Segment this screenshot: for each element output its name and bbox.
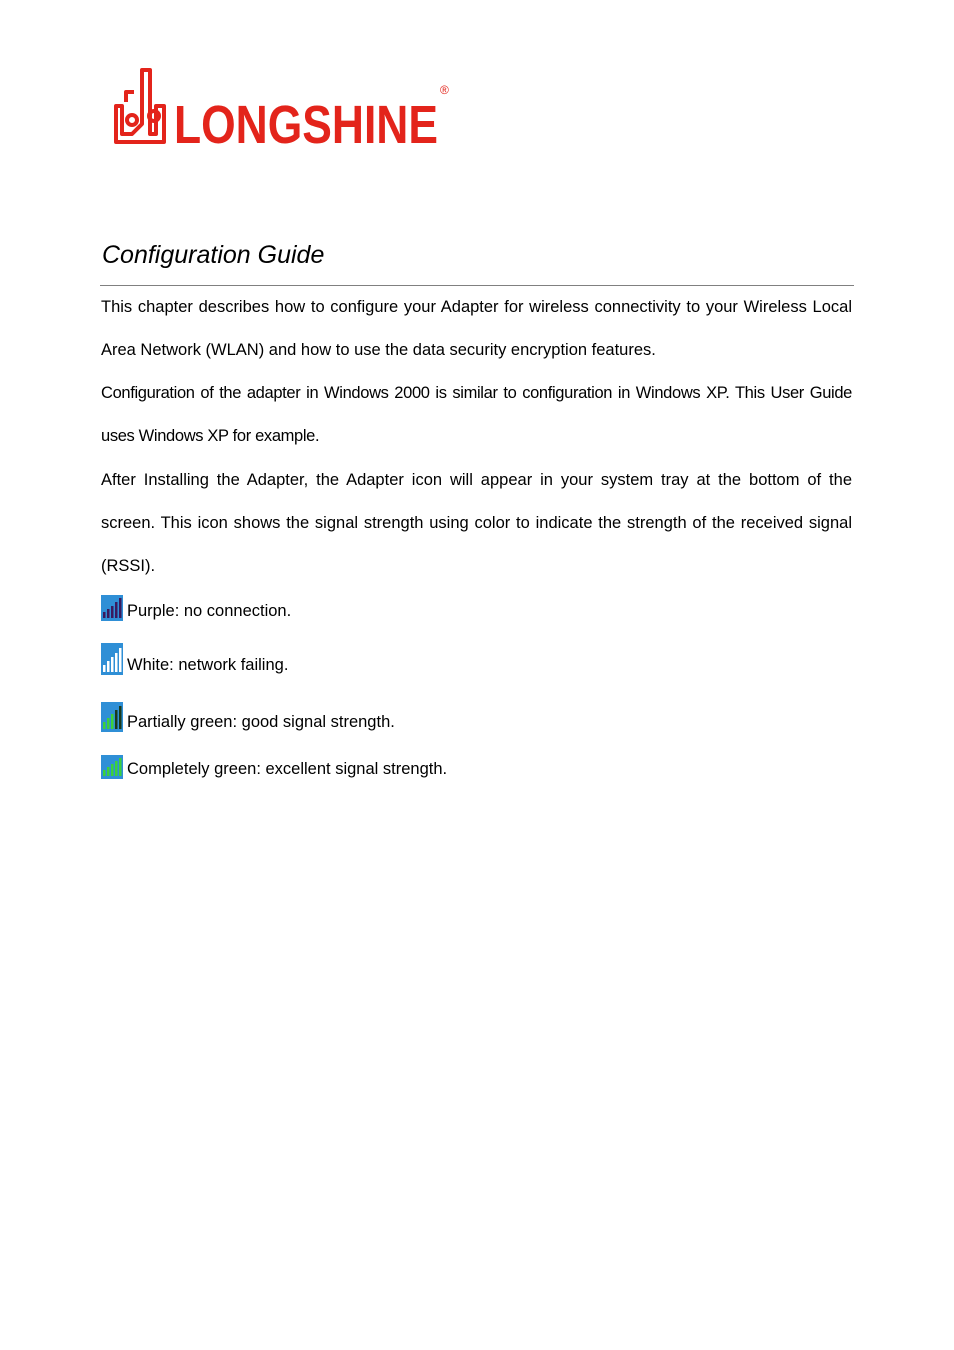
page-title: Configuration Guide xyxy=(102,241,325,269)
signal-partial-green-icon xyxy=(101,702,123,732)
legend-label: Partially green: good signal strength. xyxy=(127,713,395,731)
legend-item-partial-green xyxy=(101,702,395,732)
legend-item-full-green xyxy=(101,755,447,779)
legend-label: Completely green: excellent signal strength. xyxy=(127,760,448,778)
legend-item-purple xyxy=(101,595,291,621)
tray-icon-paragraph: After Installing the Adapter, the Adapter icon will appear in your system tray at the bottom of the screen. This icon shows the signal strength using color to indicate the strength of the received signal (RSSI). xyxy=(101,471,852,575)
longshine-logo xyxy=(112,66,457,155)
logo-wordmark: LONGSHINE xyxy=(174,95,438,155)
legend-label: White: network failing. xyxy=(127,656,289,674)
legend-label: Purple: no connection. xyxy=(127,602,292,620)
signal-white-icon xyxy=(101,643,123,675)
windows-paragraph: Configuration of the adapter in Windows 2000 is similar to configuration in Windows XP. This User Guide uses Windows XP for example. xyxy=(101,384,852,445)
legend-item-white xyxy=(101,643,288,675)
signal-full-green-icon xyxy=(101,755,123,779)
registered-mark: ® xyxy=(440,83,449,97)
signal-purple-icon xyxy=(101,595,123,621)
longshine-logo-mark xyxy=(112,66,457,155)
intro-paragraph: This chapter describes how to configure your Adapter for wireless connectivity to your Wireless Local Area Network (WLAN) and how to use the data security encryption features. xyxy=(101,298,852,359)
